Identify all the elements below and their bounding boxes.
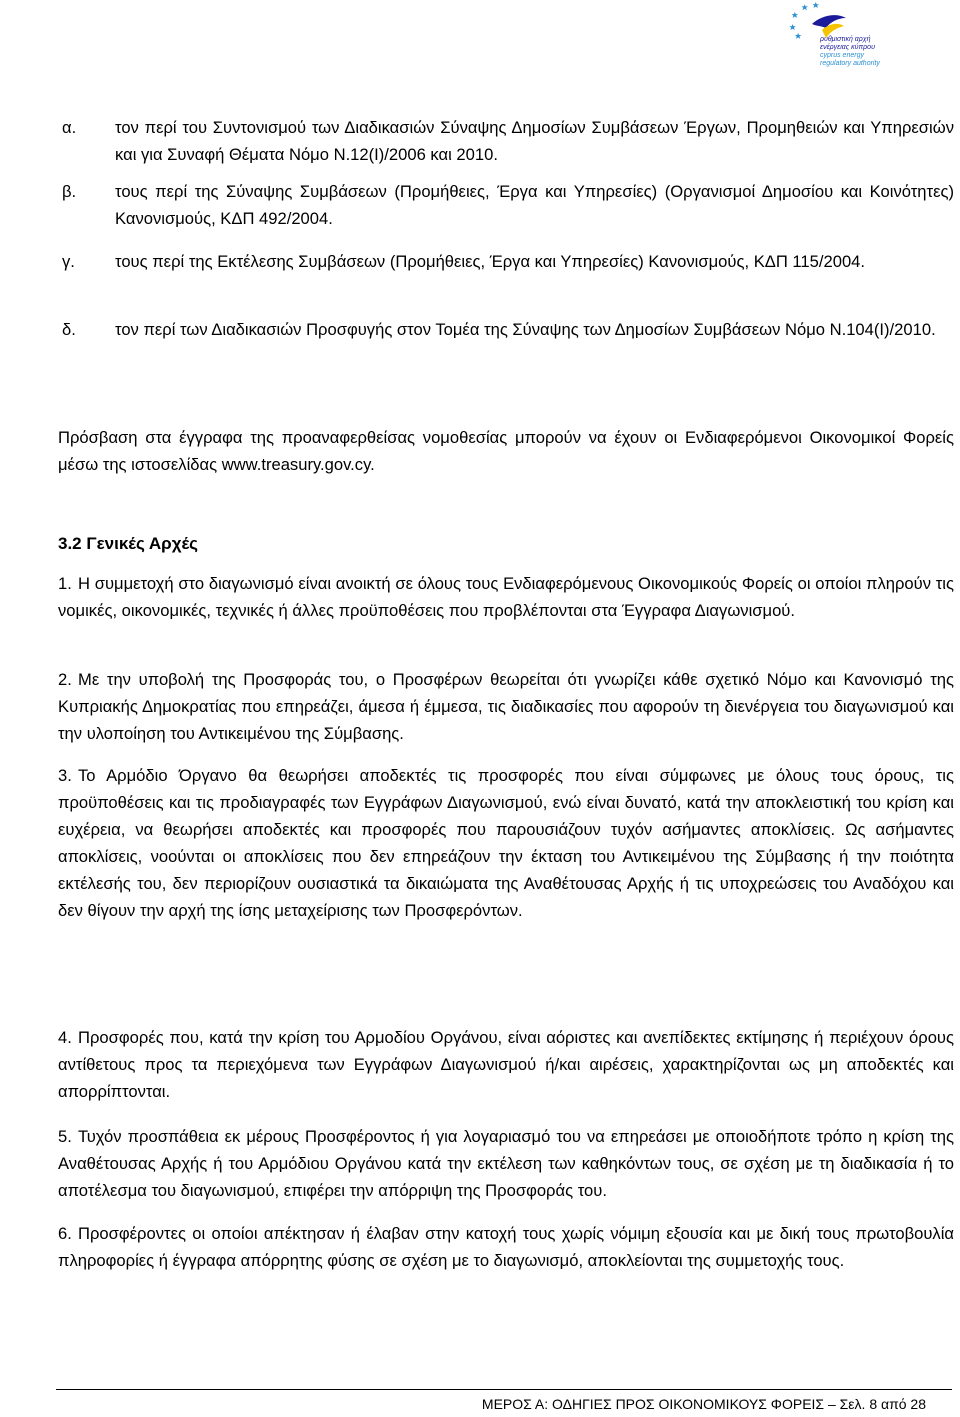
logo-line-2: ενέργειας κύπρου bbox=[820, 44, 875, 51]
list-marker: γ. bbox=[62, 252, 75, 271]
list-item-text: Η συμμετοχή στο διαγωνισμό είναι ανοικτή σε όλους τους Ενδιαφερόμενους Οικονομικούς Φορείς οι οποίοι πληρούν τις νομικές, οικονομικές, τεχνικές ή άλλες προϋποθέσεις που προβλέπονται στα Έγγραφα Διαγωνισμού. bbox=[58, 574, 954, 620]
list-item-text: τον περί του Συντονισμού των Διαδικασιών Σύναψης Δημοσίων Συμβάσεων Έργων, Προμηθειών και Υπηρεσιών και για Συναφή Θέματα Νόμο Ν.12(Ι)/2006 και 2010. bbox=[115, 118, 954, 164]
logo-line-1: ρυθμιστική αρχή bbox=[820, 36, 871, 43]
list-item-text: τους περί της Εκτέλεσης Συμβάσεων (Προμήθειες, Έργα και Υπηρεσίες) Κανονισμούς, ΚΔΠ 115/2004. bbox=[115, 252, 866, 271]
page-footer: ΜΕΡΟΣ Α: ΟΔΗΓΙΕΣ ΠΡΟΣ ΟΙΚΟΝΟΜΙΚΟΥΣ ΦΟΡΕΙΣ – Σελ. 8 από 28 bbox=[481, 1396, 926, 1412]
list-marker: α. bbox=[62, 118, 77, 137]
list-marker: 3. bbox=[58, 766, 72, 785]
access-paragraph: Πρόσβαση στα έγγραφα της προαναφερθείσας νομοθεσίας μπορούν να έχουν οι Ενδιαφερόμενοι Οικονομικοί Φορείς μέσω της ιστοσελίδας www.treasury.gov.cy. bbox=[58, 428, 954, 474]
list-item-text: Προσφορές που, κατά την κρίση του Αρμοδίου Οργάνου, είναι αόριστες και ανεπίδεκτες εκτίμησης ή περιέχουν όρους αντίθετους προς τα περιεχόμενα των Εγγράφων Διαγωνισμού ή/και αιρέσεις, χαρακτηρίζονται ως μη αποδεκτές και απορρίπτονται. bbox=[58, 1028, 954, 1101]
list-item-text: τον περί των Διαδικασιών Προσφυγής στον Τομέα της Σύναψης των Δημοσίων Συμβάσεων Νόμο Ν.104(Ι)/2010. bbox=[115, 320, 936, 339]
footer-divider bbox=[56, 1389, 952, 1390]
list-marker: 6. bbox=[58, 1224, 72, 1243]
list-marker: δ. bbox=[62, 320, 76, 339]
list-item-text: Το Αρμόδιο Όργανο θα θεωρήσει αποδεκτές τις προσφορές που είναι σύμφωνες με όλους τους όρους, τις προϋποθέσεις και τις προδιαγραφές των Εγγράφων Διαγωνισμού, ενώ είναι δυνατό, κατά την αποκλειστική του κρίση και ευχέρεια, να θεωρήσει αποδεκτές και προσφορές που παρουσιάζουν τυχόν ασήμαντες αποκλίσεις. Ως ασήμαντες αποκλίσεις, νοούνται οι αποκλίσεις που δεν επηρεάζουν την έκταση του Αντικειμένου της Σύμβασης ή την ποιότητα εκτέλεσής του, δεν περιορίζουν ουσιαστικά τα δικαιώματα της Αναθέτουσας Αρχής ή τις υποχρεώσεις του Αναδόχου και δεν θίγουν την αρχή της ίσης μεταχείρισης των Προσφερόντων. bbox=[58, 766, 954, 920]
logo-line-4: regulatory authority bbox=[820, 60, 880, 67]
list-item-text: τους περί της Σύναψης Συμβάσεων (Προμήθειες, Έργα και Υπηρεσίες) (Οργανισμοί Δημοσίου και Κοινότητες) Κανονισμούς, ΚΔΠ 492/2004. bbox=[115, 182, 954, 228]
list-item-text: Με την υποβολή της Προσφοράς του, ο Προσφέρων θεωρείται ότι γνωρίζει κάθε σχετικό Νόμο και Κανονισμό της Κυπριακής Δημοκρατίας που επηρεάζει, άμεσα ή έμμεσα, τις διαδικασίες που αφορούν τη διενέργεια του διαγωνισμού και την υλοποίηση του Αντικειμένου της Σύμβασης. bbox=[58, 670, 954, 743]
list-marker: 2. bbox=[58, 670, 72, 689]
list-item-text: Προσφέροντες οι οποίοι απέκτησαν ή έλαβαν στην κατοχή τους χωρίς νόμιμη εξουσία και με δική τους πρωτοβουλία πληροφορίες ή έγγραφα απόρρητης φύσης σε σχέση με το διαγωνισμό, αποκλείονται της συμμετοχής τους. bbox=[58, 1224, 954, 1270]
logo-text bbox=[820, 36, 928, 68]
list-marker: 1. bbox=[58, 574, 72, 593]
list-marker: 4. bbox=[58, 1028, 72, 1047]
section-heading: 3.2 Γενικές Αρχές bbox=[58, 534, 198, 553]
list-marker: 5. bbox=[58, 1127, 72, 1146]
list-marker: β. bbox=[62, 182, 77, 201]
logo-line-3: cyprus energy bbox=[820, 52, 864, 59]
cera-logo bbox=[776, 2, 928, 68]
list-item-text: Τυχόν προσπάθεια εκ μέρους Προσφέροντος ή για λογαριασμό του να επηρεάσει με οποιοδήποτε τρόπο η κρίση της Αναθέτουσας Αρχής ή του Αρμόδιου Οργάνου κατά την εκτέλεση των καθηκόντων τους, σε σχέση με τη διαδικασία ή το αποτέλεσμα του διαγωνισμού, επιφέρει την απόρριψη της Προσφοράς του. bbox=[58, 1127, 954, 1200]
